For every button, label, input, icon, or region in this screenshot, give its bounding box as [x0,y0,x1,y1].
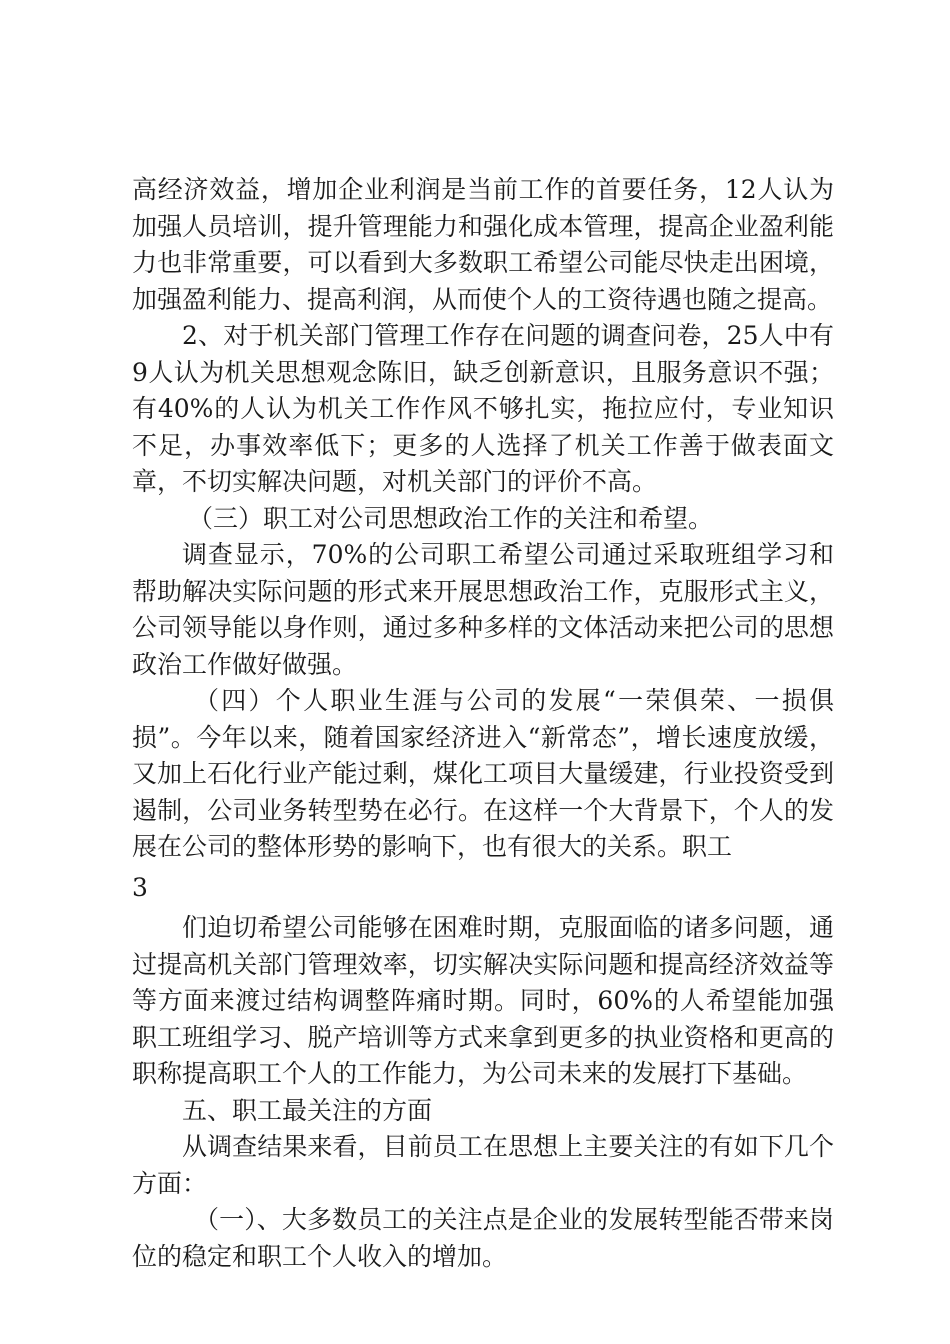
paragraph-survey-office-management: 2、对于机关部门管理工作存在问题的调查问卷，25人中有9人认为机关思想观念陈旧，缺乏创新意识，且服务意识不强；有40%的人认为机关工作作风不够扎实，拖拉应付，专业知识不足，办事效率低下；更多的人选择了机关工作善于做表面文章，不切实解决问题，对机关部门的评价不高。 [132,321,834,496]
paragraph-survey-political-work: 调查显示，70%的公司职工希望公司通过采取班组学习和帮助解决实际问题的形式来开展思想政治工作，克服形式主义，公司领导能以身作则，通过多种多样的文体活动来把公司的思想政治工作做好做强。 [132,540,834,679]
paragraph-career-development: （四）个人职业生涯与公司的发展“一荣俱荣、一损俱损”。今年以来，随着国家经济进入“新常态”，增长速度放缓，又加上石化行业产能过剩，煤化工项目大量缓建，行业投资受到遏制，公司业务转型势在必行。在这样一个大背景下，个人的发展在公司的整体形势的影响下，也有很大的关系。职工 [132,686,834,861]
page-number: 3 [132,872,148,902]
paragraph-concern-one: （一）、大多数员工的关注点是企业的发展转型能否带来岗位的稳定和职工个人收入的增加。 [132,1205,834,1271]
paragraph-continued-economic-benefit: 高经济效益，增加企业利润是当前工作的首要任务，12人认为加强人员培训，提升管理能力和强化成本管理，提高企业盈利能力也非常重要，可以看到大多数职工希望公司能尽快走出困境，加强盈利能力、提高利润，从而使个人的工资待遇也随之提高。 [132,175,834,314]
section-heading-employee-concerns: 五、职工最关注的方面 [182,1095,433,1125]
section-heading-political-work: （三）职工对公司思想政治工作的关注和希望。 [188,503,714,533]
document-body [132,172,834,1275]
paragraph-survey-results: 从调查结果来看，目前员工在思想上主要关注的有如下几个方面： [132,1132,834,1198]
paragraph-employee-hopes: 们迫切希望公司能够在困难时期，克服面临的诸多问题，通过提高机关部门管理效率，切实解决实际问题和提高经济效益等等方面来渡过结构调整阵痛时期。同时，60%的人希望能加强职工班组学习、脱产培训等方式来拿到更多的执业资格和更高的职称提高职工个人的工作能力，为公司未来的发展打下基础。 [132,913,834,1088]
